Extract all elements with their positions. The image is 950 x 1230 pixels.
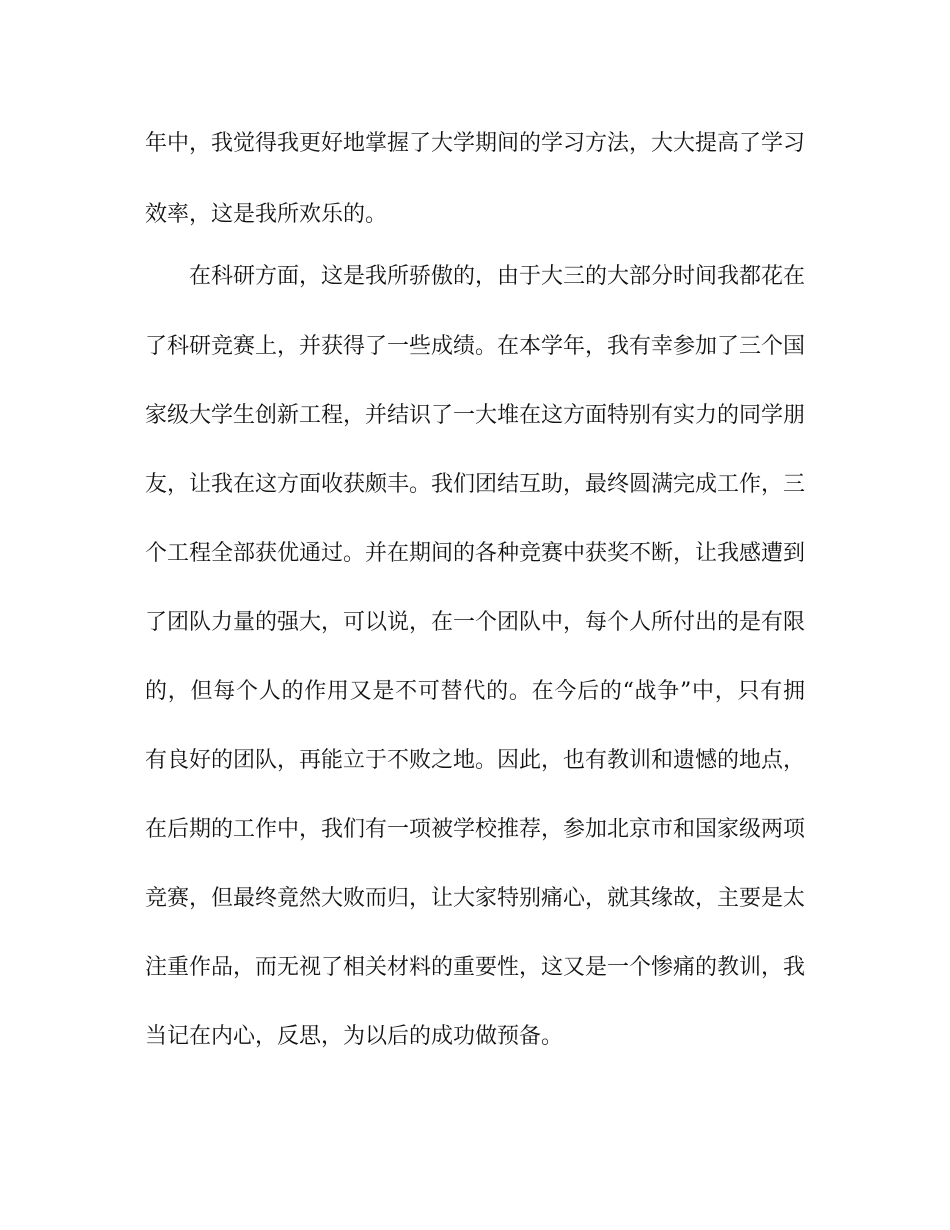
paragraph-2-line-1: 在科研方面，这是我所骄傲的，由于大三的大部分时间我都花在 — [189, 264, 805, 289]
paragraph-1-line-2: 效率，这是我所欢乐的。 — [145, 202, 388, 227]
paragraph-2-line-12: 当记在内心，反思，为以后的成功做预备。 — [145, 1024, 564, 1049]
paragraph-2-line-4: 友，让我在这方面收获颇丰。我们团结互助，最终圆满完成工作，三 — [145, 472, 805, 497]
paragraph-2-line-8: 有良好的团队，再能立于不败之地。因此，也有教训和遗憾的地点， — [145, 748, 805, 773]
paragraph-2-line-3: 家级大学生创新工程，并结识了一大堆在这方面特别有实力的同学朋 — [145, 403, 805, 428]
paragraph-2-line-2: 了科研竞赛上，并获得了一些成绩。在本学年，我有幸参加了三个国 — [145, 334, 805, 359]
paragraph-2-line-9: 在后期的工作中，我们有一项被学校推荐，参加北京市和国家级两项 — [145, 817, 805, 842]
paragraph-2-line-11: 注重作品，而无视了相关材料的重要性，这又是一个惨痛的教训，我 — [145, 955, 805, 980]
paragraph-2-line-6: 了团队力量的强大，可以说，在一个团队中，每个人所付出的是有限 — [145, 610, 805, 635]
paragraph-1-line-1: 年中，我觉得我更好地掌握了大学期间的学习方法，大大提高了学习 — [145, 131, 805, 156]
paragraph-2-line-7: 的，但每个人的作用又是不可替代的。在今后的“战争”中，只有拥 — [145, 679, 805, 704]
paragraph-2-line-10: 竞赛，但最终竟然大败而归，让大家特别痛心，就其缘故，主要是太 — [145, 886, 805, 911]
paragraph-2-line-5: 个工程全部获优通过。并在期间的各种竞赛中获奖不断，让我感遭到 — [145, 541, 805, 566]
